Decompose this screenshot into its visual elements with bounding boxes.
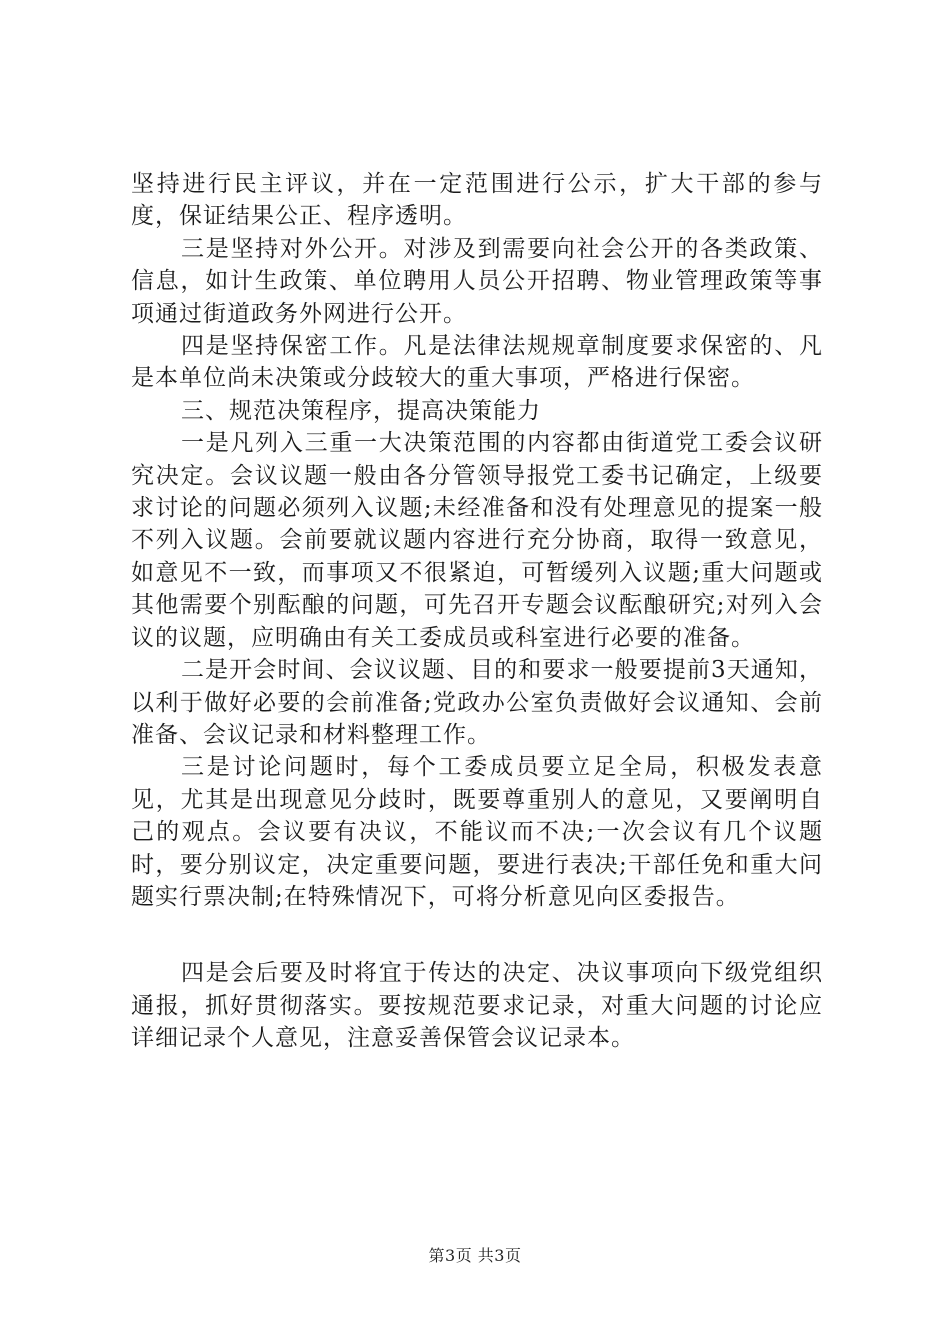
document-body bbox=[131, 168, 823, 1055]
paragraph-continuation: 坚持进行民主评议，并在一定范围进行公示，扩大干部的参与度，保证结果公正、程序透明。 bbox=[131, 171, 823, 230]
section-heading: 三、规范决策程序，提高决策能力 bbox=[181, 397, 541, 424]
paragraph-confidentiality: 四是坚持保密工作。凡是法律法规规章制度要求保密的、凡是本单位尚未决策或分歧较大的重大事项，严格进行保密。 bbox=[131, 333, 823, 392]
paragraph-meeting-notice: 二是开会时间、会议议题、目的和要求一般要提前3天通知，以利于做好必要的会前准备;党政办公室负责做好会议通知、会前准备、会议记录和材料整理工作。 bbox=[131, 657, 823, 748]
paragraph-spacer bbox=[131, 913, 823, 957]
paragraph-external-disclosure: 三是坚持对外公开。对涉及到需要向社会公开的各类政策、信息，如计生政策、单位聘用人员公开招聘、物业管理政策等事项通过街道政务外网进行公开。 bbox=[131, 235, 823, 327]
page-number-footer: 第3页 共3页 bbox=[428, 1246, 522, 1265]
paragraph-discussion-rules: 三是讨论问题时，每个工委成员要立足全局，积极发表意见，尤其是出现意见分歧时，既要尊重别人的意见，又要阐明自己的观点。会议要有决议，不能议而不决;一次会议有几个议题时，要分别议定，决定重要问题，要进行表决;干部任免和重大问题实行票决制;在特殊情况下，可将分析意见向区委报告。 bbox=[131, 754, 823, 910]
paragraph-decision-scope: 一是凡列入三重一大决策范围的内容都由街道党工委会议研究决定。会议议题一般由各分管领导报党工委书记确定，上级要求讨论的问题必须列入议题;未经准备和没有处理意见的提案一般不列入议题。会前要就议题内容进行充分协商，取得一致意见，如意见不一致，而事项又不很紧迫，可暂缓列入议题;重大问题或其他需要个别酝酿的问题，可先召开专题会议酝酿研究;对列入会议的议题，应明确由有关工委成员或科室进行必要的准备。 bbox=[131, 430, 823, 651]
paragraph-post-meeting: 四是会后要及时将宜于传达的决定、决议事项向下级党组织通报，抓好贯彻落实。要按规范要求记录，对重大问题的讨论应详细记录个人意见，注意妥善保管会议记录本。 bbox=[131, 960, 823, 1052]
